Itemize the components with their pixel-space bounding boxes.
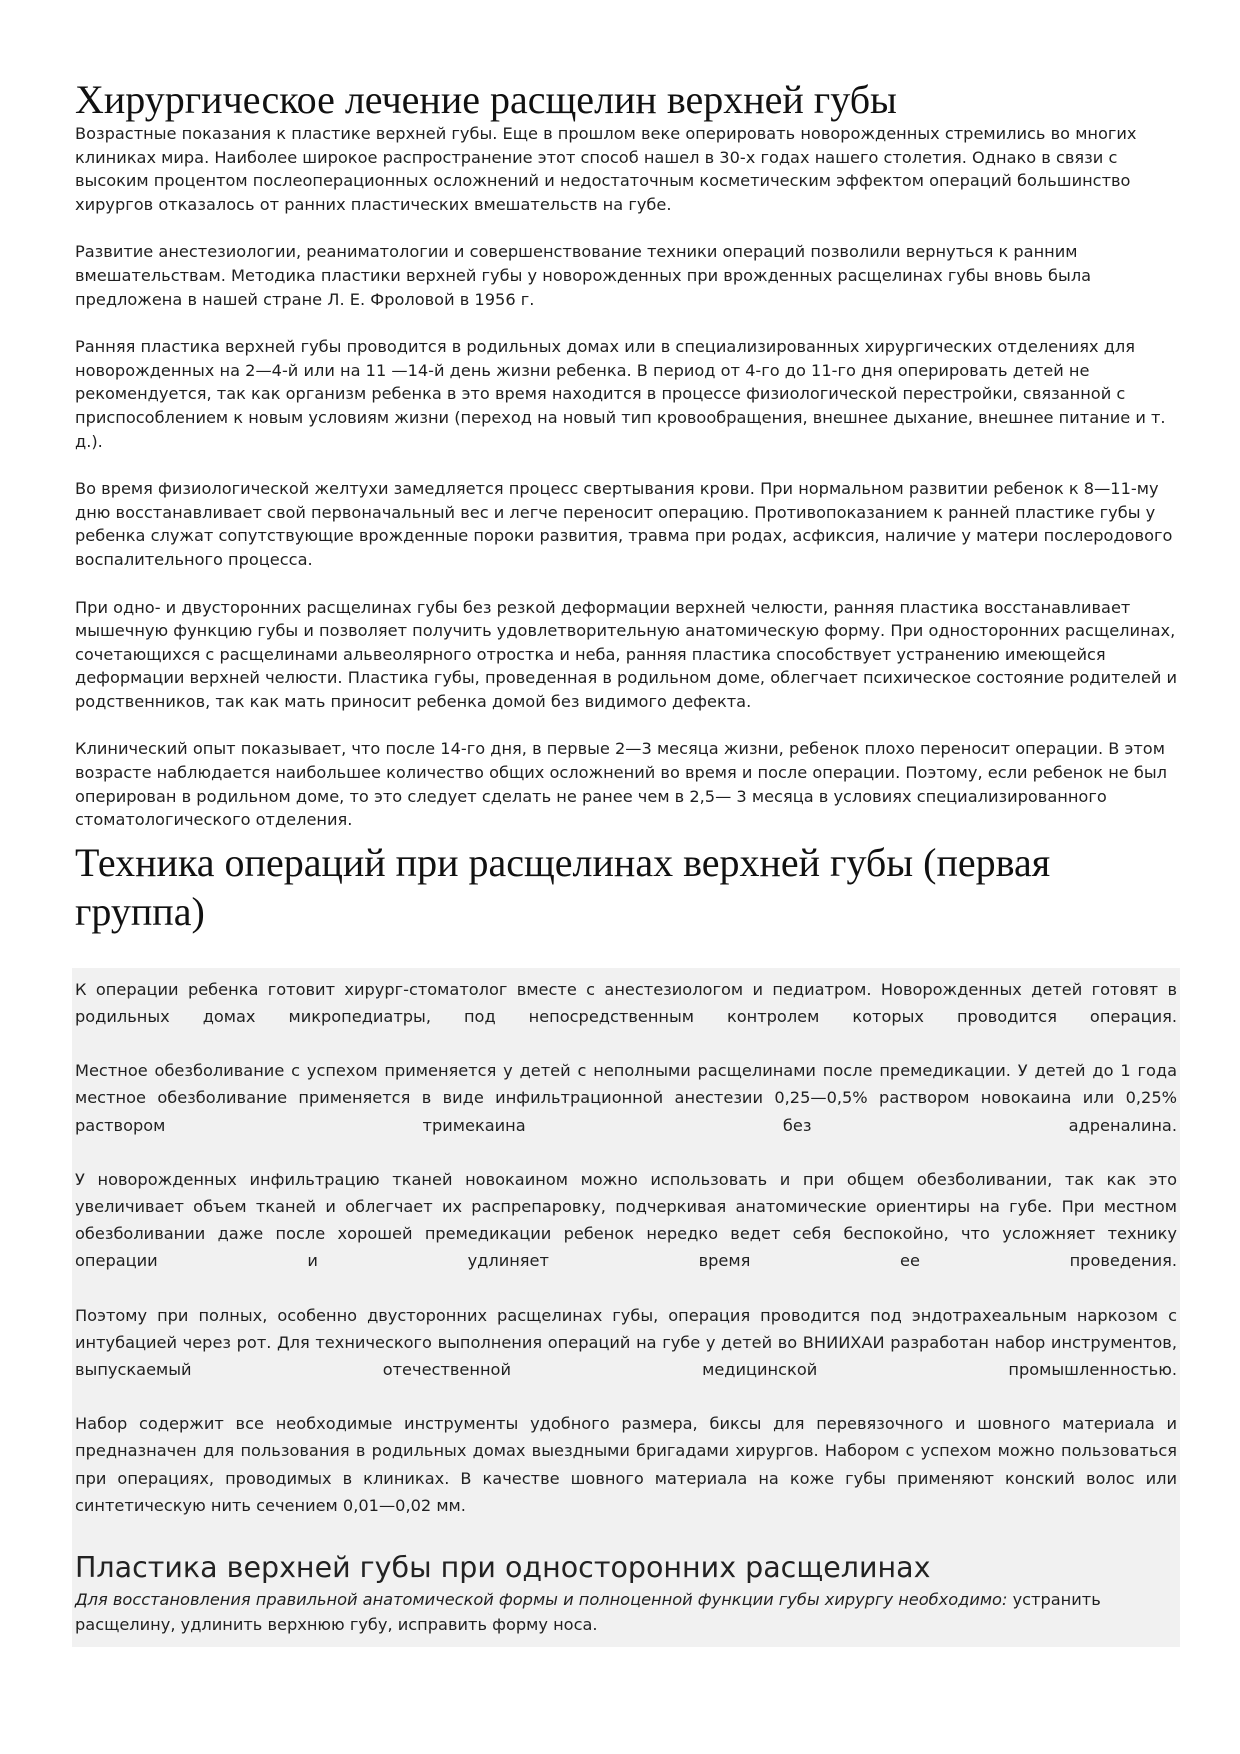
paragraph: Ранняя пластика верхней губы проводится в родильных домах или в специализированных хирургических отделениях для новорожденных на 2—4-й или на 11 —14-й день жизни ребенка. В период от 4-го до 11-го дня оперировать детей не рекомендуется, так как организм ребенка в это время находится в процессе физиологической перестройки, связанной с приспособлением к новым условиям жизни (переход на новый тип кровообращения, внешнее дыхание, внешнее питание и т. д.). bbox=[75, 337, 1166, 451]
subsection-intro bbox=[72, 1587, 1180, 1643]
intro-italic-text: Для восстановления правильной анатомической формы и полноценной функции губы хирургу необходимо: bbox=[75, 1590, 1008, 1610]
document-page bbox=[75, 0, 1178, 1647]
paragraph: Возрастные показания к пластике верхней губы. Еще в прошлом веке оперировать новорожденных стремились во многих клиниках мира. Наиболее широкое распространение этот способ нашел в 30-х годах нашего столетия. Однако в связи с высоким процентом послеоперационных осложнений и недостаточным косметическим эффектом операций большинство хирургов отказалось от ранних пластических вмешательств на губе. bbox=[75, 124, 1137, 214]
paragraph: Клинический опыт показывает, что после 14-го дня, в первые 2—3 месяца жизни, ребенок плохо переносит операции. В этом возрасте наблюдается наибольшее количество общих осложнений во время и после операции. Поэтому, если ребенок не был оперирован в родильном доме, то это следует сделать не ранее чем в 2,5— 3 месяца в условиях специализированного стоматологического отделения. bbox=[75, 739, 1168, 830]
section-title-operation-technique: Техника операций при расщелинах верхней губы (первая группа) bbox=[75, 839, 1051, 934]
paragraph: Поэтому при полных, особенно двусторонних расщелинах губы, операция проводится под эндотрахеальным наркозом с интубацией через рот. Для технического выполнения операций на губе у детей во ВНИИХАИ разработан набор инструментов, выпускаемый отечественной медицинской промышленностью. bbox=[75, 1305, 1177, 1380]
paragraph: Местное обезболивание с успехом применяется у детей с неполными расщелинами после премедикации. У детей до 1 года местное обезболивание применяется в виде инфильтрационной анестезии 0,25—0,5% раствором новокаина или 0,25% раствором тримекаина без адреналина. bbox=[75, 1061, 1177, 1135]
paragraph: У новорожденных инфильтрацию тканей новокаином можно использовать и при общем обезболивании, так как это увеличивает объем тканей и облегчает их распрепаровку, подчеркивая анатомические ориентиры на губе. При местном обезболивании даже после хорошей премедикации ребенок нередко ведет себя беспокойно, что усложняет технику операции и удлиняет время ее проведения. bbox=[75, 1169, 1177, 1271]
intro-rest-text: устранить расщелину, удлинить верхнюю губу, исправить форму носа. bbox=[75, 1590, 1101, 1635]
section-title-surgical-treatment: Хирургическое лечение расщелин верхней губы bbox=[75, 77, 897, 122]
subsection-title-unilateral-cleft: Пластика верхней губы при односторонних расщелинах bbox=[75, 1551, 931, 1585]
paragraph: Во время физиологической желтухи замедляется процесс свертывания крови. При нормальном развитии ребенок к 8—11-му дню восстанавливает свой первоначальный вес и легче переносит операцию. Противопоказанием к ранней пластике губы у ребенка служат сопутствующие врожденные пороки развития, травма при родах, асфиксия, наличие у матери послеродового воспалительного процесса. bbox=[75, 479, 1173, 569]
paragraph: Набор содержит все необходимые инструменты удобного размера, биксы для перевязочного и шовного материала и предназначен для пользования в родильных домах выездными бригадами хирургов. Набором с успехом можно пользоваться при операциях, проводимых в клиниках. В качестве шовного материала на коже губы применяют конский волос или синтетическую нить сечением 0,01—0,02 мм. bbox=[75, 1414, 1177, 1515]
paragraph: При одно- и двусторонних расщелинах губы без резкой деформации верхней челюсти, ранняя пластика восстанавливает мышечную функцию губы и позволяет получить удовлетворительную анатомическую форму. При односторонних расщелинах, сочетающихся с расщелинами альвеолярного отростка и неба, ранняя пластика способствует устранению имеющейся деформации верхней челюсти. Пластика губы, проведенная в родильном доме, облегчает психическое состояние родителей и родственников, так как мать приносит ребенка домой без видимого дефекта. bbox=[75, 597, 1178, 711]
section-body-surgical-treatment bbox=[75, 122, 1178, 832]
paragraph: Развитие анестезиологии, реаниматологии и совершенствование техники операций позволили вернуться к ранним вмешательствам. Методика пластики верхней губы у новорожденных при врожденных расщелинах губы вновь была предложена в нашей стране Л. Е. Фроловой в 1956 г. bbox=[75, 242, 1092, 309]
shaded-content-block bbox=[72, 968, 1180, 1647]
paragraph: К операции ребенка готовит хирург-стоматолог вместе с анестезиологом и педиатром. Новорожденных детей готовят в родильных домах микропедиатры, под непосредственным контролем которых проводится операция. bbox=[75, 979, 1177, 1027]
